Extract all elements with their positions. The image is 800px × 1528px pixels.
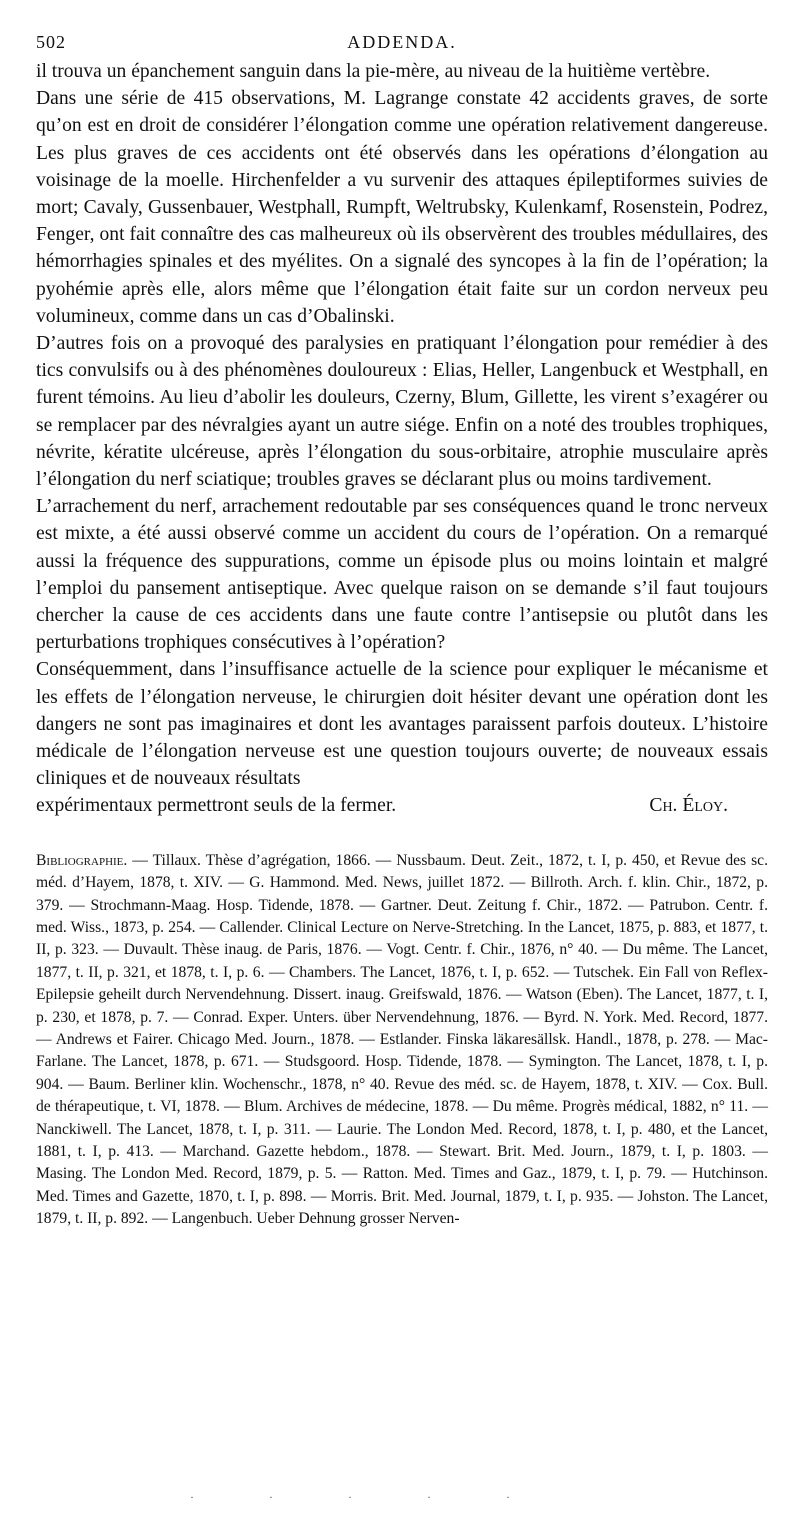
page-footer-marks: · · · · · (190, 1490, 546, 1504)
paragraph-5-last-line: expérimentaux permettront seuls de la fermer. (36, 795, 397, 817)
running-head: ADDENDA. (347, 32, 457, 52)
page-number: 502 (36, 32, 66, 52)
author-signature: Ch. Éloy. (649, 795, 728, 817)
bibliography-entries: — Tillaux. Thèse d’agrégation, 1866. — Nussbaum. Deut. Zeit., 1872, t. I, p. 450, et Revue des sc. méd. d’Hayem, 1878, t. XIV. — G. Hammond. Med. News, juillet 1872. — Billroth. Arch. f. klin. Chir., 1872, p. 379. — Strochmann-Maag. Hosp. Tidende, 1878. — Gartner. Deut. Zeitung f. Chir., 1872. — Patrubon. Centr. f. med. Wiss., 1873, p. 254. — Callender. Clinical Lecture on Nerve-Stretching. In the Lancet, 1875, p. 883, et 1877, t. II, p. 323. — Duvault. Thèse inaug. de Paris, 1876. — Vogt. Centr. f. Chir., 1876, n° 40. — Du même. The Lancet, 1877, t. II, p. 321, et 1878, t. I, p. 6. — Chambers. The Lancet, 1876, t. I, p. 652. — Tutschek. Ein Fall von Reflex-Epilepsie geheilt durch Nervendehnung. Dissert. inaug. Greifswald, 1876. — Watson (Eben). The Lancet, 1877, t. I, p. 230, et 1878, p. 7. — Conrad. Exper. Unters. über Nervendehnung, 1876. — Byrd. N. York. Med. Record, 1877. — Andrews et Fairer. Chicago Med. Journ., 1878. — Estlander. Finska läkaresällsk. Handl., 1878, p. 278. — Mac-Farlane. The Lancet, 1878, p. 671. — Studsgoord. Hosp. Tidende, 1878. — Symington. The Lancet, 1878, t. I, p. 904. — Baum. Berliner klin. Wochenschr., 1878, n° 40. Revue des méd. sc. de Hayem, 1878, t. XIV. — Cox. Bull. de thérapeutique, t. VI, 1878. — Blum. Archives de médecine, 1878. — Du même. Progrès médical, 1882, n° 11. — Nanckiwell. The Lancet, 1878, t. I, p. 311. — Laurie. The London Med. Record, 1878, t. I, p. 480, et the Lancet, 1881, t. I, p. 413. — Marchand. Gazette hebdom., 1878. — Stewart. Brit. Med. Journ., 1879, t. I, p. 1803. — Masing. The London Med. Record, 1879, p. 5. — Ratton. Med. Times and Gaz., 1879, t. I, p. 79. — Hutchinson. Med. Times and Gazette, 1870, t. I, p. 898. — Morris. Brit. Med. Journal, 1879, t. I, p. 935. — Johston. The Lancet, 1879, t. II, p. 892. — Langenbuch. Ueber Dehnung grosser Nerven- (36, 851, 768, 1228)
page-header (36, 22, 768, 58)
paragraph-3: D’autres fois on a provoqué des paralysies en pratiquant l’élongation pour remédier à des tics convulsifs ou à des phénomènes douloureux : Elias, Heller, Langenbuck et Westphall, en furent témoins. Au lieu d’abolir les douleurs, Czerny, Blum, Gillette, les virent s’exagérer ou se remplacer par des névralgies ayant un autre siége. Enfin on a noté des troubles trophiques, névrite, kératite ulcéreuse, après l’élongation du sous-orbitaire, atrophie musculaire après l’élongation du nerf sciatique; troubles graves se déclarant plus ou moins tardivement. (36, 333, 768, 491)
book-page (36, 22, 768, 1231)
bibliography-label: Bibliographie. (36, 851, 128, 869)
paragraph-2: Dans une série de 415 observations, M. Lagrange constate 42 accidents graves, de sorte qu’on est en droit de considérer l’élongation comme une opération relativement dangereuse. Les plus graves de ces accidents ont été observés dans les opérations d’élongation au voisinage de la moelle. Hirchenfelder a vu survenir des attaques épileptiformes suivies de mort; Cavaly, Gussenbauer, Westphall, Rumpft, Weltrubsky, Kulenkamf, Rosenstein, Podrez, Fenger, ont fait connaître des cas malheureux où ils observèrent des troubles médullaires, des hémorrhagies spinales et des myélites. On a signalé des syncopes à la fin de l’opération; la pyohémie après elle, alors même que l’élongation était faite sur un cordon nerveux peu volumineux, comme dans un cas d’Obalinski. (36, 88, 768, 327)
bibliography (36, 850, 768, 1231)
paragraph-5: Conséquemment, dans l’insuffisance actuelle de la science pour expliquer le mécanisme et les effets de l’élongation nerveuse, le chirurgien doit hésiter devant une opération dont les dangers ne sont pas imaginaires et dont les avantages paraissent parfois douteux. L’histoire médicale de l’élongation nerveuse est une question toujours ouverte; de nouveaux essais cliniques et de nouveaux résultats (36, 659, 768, 790)
paragraph-1: il trouva un épanchement sanguin dans la pie-mère, au niveau de la huitième vertèbre. (36, 61, 711, 82)
bibliography-text (36, 850, 768, 1231)
paragraph-4: L’arrachement du nerf, arrachement redoutable par ses conséquences quand le tronc nerveux est mixte, a été aussi observé comme un accident du cours de l’opération. On a remarqué aussi la fréquence des suppurations, comme un épisode plus ou moins lointain et malgré l’emploi du pansement antiseptique. Avec quelque raison on se demande s’il faut toujours chercher la cause de ces accidents dans une faute contre l’antisepsie ou plutôt dans les perturbations trophiques consécutives à l’opération? (36, 496, 768, 654)
closing-line (36, 792, 768, 819)
main-text (36, 58, 768, 820)
